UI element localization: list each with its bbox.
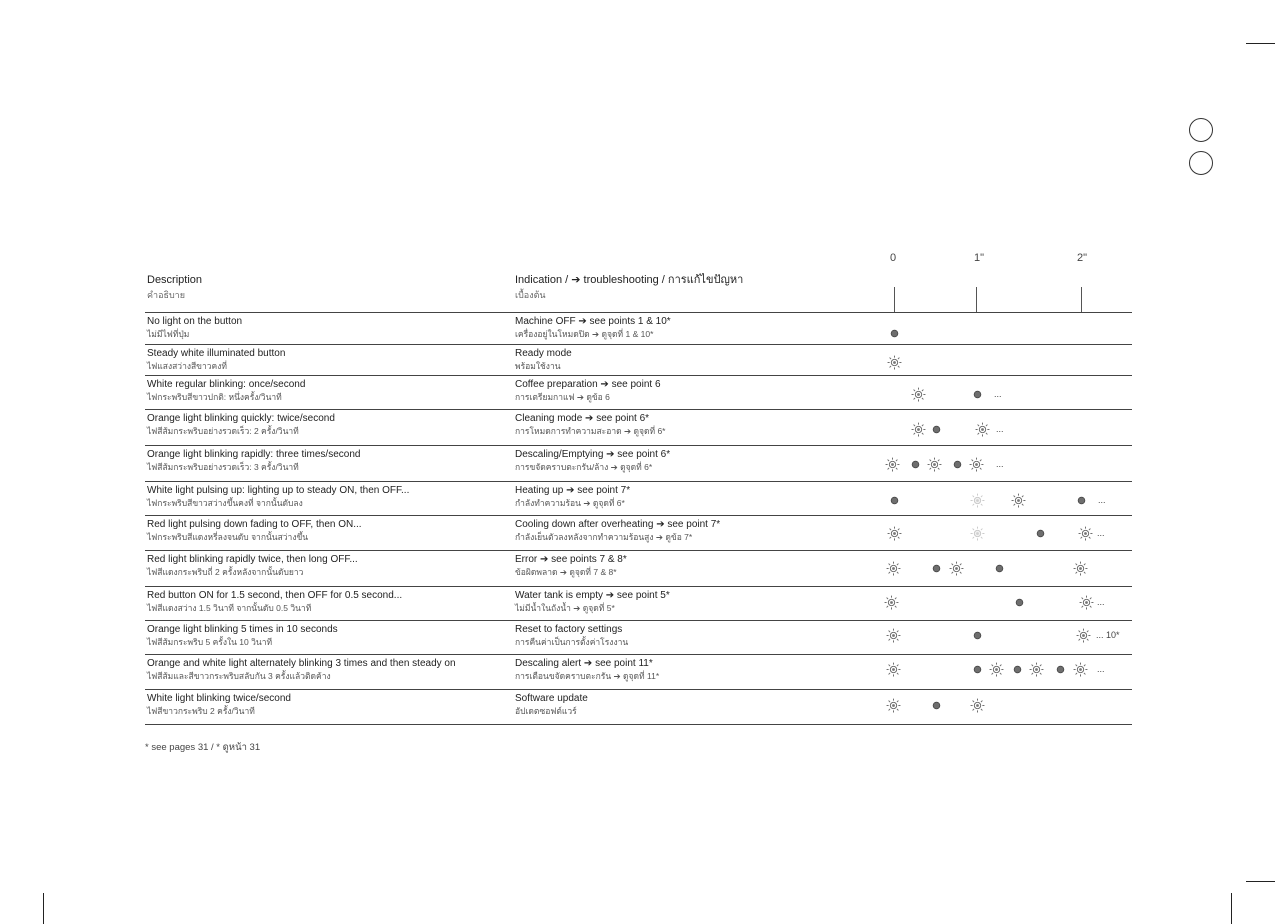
light-on-icon <box>970 698 985 713</box>
description-text: No light on the button <box>147 316 243 327</box>
indication-text: Machine OFF ➔ see points 1 & 10* <box>515 316 671 327</box>
description-text: Orange and white light alternately blinking 3 times and then steady on <box>147 658 456 669</box>
indication-text: Cleaning mode ➔ see point 6* <box>515 413 650 424</box>
indication-text-thai: การขจัดคราบตะกรัน/ล้าง ➔ ดูจุดที่ 6* <box>515 462 653 472</box>
timeline-tick <box>1081 287 1082 312</box>
registration-circle-icon <box>1189 118 1213 142</box>
description-text: White light pulsing up: lighting up to steady ON, then OFF... <box>147 485 410 496</box>
row-description <box>147 316 507 340</box>
light-on-icon <box>886 561 901 576</box>
sequence-continuation: ... <box>1097 664 1105 674</box>
sequence-continuation: ... <box>1097 597 1105 607</box>
description-text: Orange light blinking 5 times in 10 seconds <box>147 624 338 635</box>
indication-text-thai: การคืนค่าเป็นการตั้งค่าโรงงาน <box>515 637 629 647</box>
light-on-icon <box>927 457 942 472</box>
registration-circle-icon <box>1189 151 1213 175</box>
row-description <box>147 693 507 717</box>
light-on-icon <box>989 662 1004 677</box>
footnote: * see pages 31 / * ดูหน้า 31 <box>145 742 261 753</box>
light-on-icon <box>886 698 901 713</box>
table-row <box>145 690 1132 725</box>
light-on-icon <box>1078 526 1093 541</box>
table-row <box>145 446 1132 482</box>
light-off-icon <box>1033 526 1048 541</box>
indication-text: Reset to factory settings <box>515 624 623 635</box>
light-on-icon <box>1073 662 1088 677</box>
row-indication <box>515 348 885 372</box>
row-description <box>147 590 507 614</box>
description-text-thai: ไฟสีส้มกระพริบ 5 ครั้งใน 10 วินาที <box>147 637 273 647</box>
table-row <box>145 587 1132 621</box>
row-indication <box>515 316 885 340</box>
row-indication <box>515 590 885 614</box>
table-row <box>145 313 1132 345</box>
sequence-continuation: ... <box>1098 495 1106 505</box>
indication-text-thai: กำลังเย็นตัวลงหลังจากทำความร้อนสูง ➔ ดูข้อ 7* <box>515 532 693 542</box>
row-indication <box>515 693 885 717</box>
light-off-icon <box>929 561 944 576</box>
indication-text-thai: การเตรียมกาแฟ ➔ ดูข้อ 6 <box>515 392 610 402</box>
row-indication <box>515 519 885 543</box>
indication-text-thai: กำลังทำความร้อน ➔ ดูจุดที่ 6* <box>515 498 625 508</box>
indication-text: Ready mode <box>515 348 572 359</box>
description-text: Red light blinking rapidly twice, then long OFF... <box>147 554 358 565</box>
table-row <box>145 410 1132 446</box>
indication-text-thai: การโหมดการทำความสะอาด ➔ ดูจุดที่ 6* <box>515 426 666 436</box>
table-row <box>145 376 1132 410</box>
light-off-icon <box>1010 662 1025 677</box>
indication-text: Cooling down after overheating ➔ see point 7* <box>515 519 721 530</box>
row-description <box>147 413 507 437</box>
description-column-header <box>147 274 202 301</box>
indication-text-thai: พร้อมใช้งาน <box>515 361 561 371</box>
indication-text: Coffee preparation ➔ see point 6 <box>515 379 661 390</box>
sequence-continuation: ... 10* <box>1096 630 1120 640</box>
light-on-icon <box>911 387 926 402</box>
indication-text: Software update <box>515 693 588 704</box>
timeline-label-1s: 1" <box>974 252 985 264</box>
row-description <box>147 658 507 682</box>
light-off-icon <box>887 326 902 341</box>
row-description <box>147 519 507 543</box>
table-row <box>145 655 1132 690</box>
row-indication <box>515 624 885 648</box>
indication-text-thai: อัปเดตซอฟต์แวร์ <box>515 706 577 716</box>
light-on-icon <box>884 595 899 610</box>
light-on-icon <box>1076 628 1091 643</box>
description-text-thai: ไฟแสงสว่างสีขาวคงที่ <box>147 361 227 371</box>
description-text-thai: ไฟกระพริบสีขาวสว่างขึ้นคงที่ จากนั้นดับลง <box>147 498 303 508</box>
indication-text-thai: เครื่องอยู่ในโหมดปิด ➔ ดูจุดที่ 1 & 10* <box>515 329 654 339</box>
table-row <box>145 621 1132 655</box>
row-description <box>147 449 507 473</box>
row-indication <box>515 379 885 403</box>
description-text: Red button ON for 1.5 second, then OFF for 0.5 second... <box>147 590 403 601</box>
timeline-tick <box>976 287 977 312</box>
light-on-icon <box>1079 595 1094 610</box>
description-text: White regular blinking: once/second <box>147 379 306 390</box>
light-dim-icon <box>970 526 985 541</box>
timeline-label-2s: 2" <box>1077 252 1088 264</box>
light-on-icon <box>887 526 902 541</box>
light-off-icon <box>1012 595 1027 610</box>
row-description <box>147 348 507 372</box>
light-on-icon <box>885 457 900 472</box>
indication-header-sub: เบื้องต้น <box>515 290 546 300</box>
indication-text: Descaling/Emptying ➔ see point 6* <box>515 449 671 460</box>
light-off-icon <box>970 628 985 643</box>
row-description <box>147 379 507 403</box>
light-on-icon <box>911 422 926 437</box>
indication-text: Water tank is empty ➔ see point 5* <box>515 590 670 601</box>
light-on-icon <box>975 422 990 437</box>
row-description <box>147 624 507 648</box>
sequence-continuation: ... <box>996 424 1004 434</box>
row-description <box>147 485 507 509</box>
description-text-thai: ไม่มีไฟที่ปุ่ม <box>147 329 190 339</box>
row-indication <box>515 485 885 509</box>
description-text-thai: ไฟสีขาวกระพริบ 2 ครั้ง/วินาที <box>147 706 255 716</box>
light-on-icon <box>886 662 901 677</box>
light-on-icon <box>949 561 964 576</box>
row-description <box>147 554 507 578</box>
timeline-label-0: 0 <box>890 252 897 264</box>
light-on-icon <box>969 457 984 472</box>
table-row <box>145 516 1132 551</box>
description-text-thai: ไฟสีแดงสว่าง 1.5 วินาที จากนั้นดับ 0.5 วินาที <box>147 603 312 613</box>
light-off-icon <box>929 422 944 437</box>
indication-column-header <box>515 274 743 301</box>
table-row <box>145 345 1132 376</box>
light-off-icon <box>992 561 1007 576</box>
description-text-thai: ไฟสีส้มกระพริบอย่างรวดเร็ว: 3 ครั้ง/วินาที <box>147 462 299 472</box>
description-text: Orange light blinking quickly: twice/second <box>147 413 335 424</box>
description-text: Red light pulsing down fading to OFF, then ON... <box>147 519 362 530</box>
indication-header-label: Indication / ➔ troubleshooting / การแก้ไขปัญหา <box>515 274 744 286</box>
crop-mark-top-right <box>1246 43 1275 44</box>
description-text-thai: ไฟสีแดงกระพริบถี่ 2 ครั้งหลังจากนั้นดับยาว <box>147 567 304 577</box>
description-header-sub: คำอธิบาย <box>147 290 186 300</box>
row-indication <box>515 554 885 578</box>
description-text: Steady white illuminated button <box>147 348 286 359</box>
light-on-icon <box>1029 662 1044 677</box>
sequence-continuation: ... <box>996 459 1004 469</box>
light-off-icon <box>887 493 902 508</box>
table-row <box>145 551 1132 587</box>
timeline-tick <box>894 287 895 312</box>
description-text: Orange light blinking rapidly: three times/second <box>147 449 361 460</box>
description-text-thai: ไฟกระพริบสีขาวปกติ: หนึ่งครั้ง/วินาที <box>147 392 282 402</box>
indication-text: Error ➔ see points 7 & 8* <box>515 554 627 565</box>
sequence-continuation: ... <box>994 389 1002 399</box>
light-on-icon <box>1073 561 1088 576</box>
description-text-thai: ไฟสีส้มกระพริบอย่างรวดเร็ว: 2 ครั้ง/วินาที <box>147 426 299 436</box>
crop-mark-bottom-left-vertical <box>43 893 44 924</box>
indication-text: Descaling alert ➔ see point 11* <box>515 658 653 669</box>
light-on-icon <box>886 628 901 643</box>
description-text-thai: ไฟกระพริบสีแดงหรี่ลงจนดับ จากนั้นสว่างขึ้น <box>147 532 309 542</box>
light-off-icon <box>1074 493 1089 508</box>
row-indication <box>515 449 885 473</box>
light-off-icon <box>929 698 944 713</box>
indication-text: Heating up ➔ see point 7* <box>515 485 631 496</box>
indication-text-thai: ข้อผิดพลาด ➔ ดูจุดที่ 7 & 8* <box>515 567 617 577</box>
crop-mark-bottom-right-vertical <box>1231 893 1232 924</box>
light-on-icon <box>887 355 902 370</box>
table-row <box>145 482 1132 516</box>
light-off-icon <box>970 662 985 677</box>
row-indication <box>515 413 885 437</box>
light-off-icon <box>950 457 965 472</box>
crop-mark-bottom-right <box>1246 881 1275 882</box>
light-off-icon <box>970 387 985 402</box>
light-off-icon <box>908 457 923 472</box>
description-header-label: Description <box>147 274 203 286</box>
light-dim-icon <box>970 493 985 508</box>
sequence-continuation: ... <box>1097 528 1105 538</box>
row-indication <box>515 658 885 682</box>
description-text: White light blinking twice/second <box>147 693 291 704</box>
light-on-icon <box>1011 493 1026 508</box>
light-off-icon <box>1053 662 1068 677</box>
indication-text-thai: ไม่มีน้ำในถังน้ำ ➔ ดูจุดที่ 5* <box>515 603 615 613</box>
indication-text-thai: การเตือนขจัดคราบตะกรัน ➔ ดูจุดที่ 11* <box>515 671 660 681</box>
description-text-thai: ไฟสีส้มและสีขาวกระพริบสลับกัน 3 ครั้งแล้วติดค้าง <box>147 671 331 681</box>
